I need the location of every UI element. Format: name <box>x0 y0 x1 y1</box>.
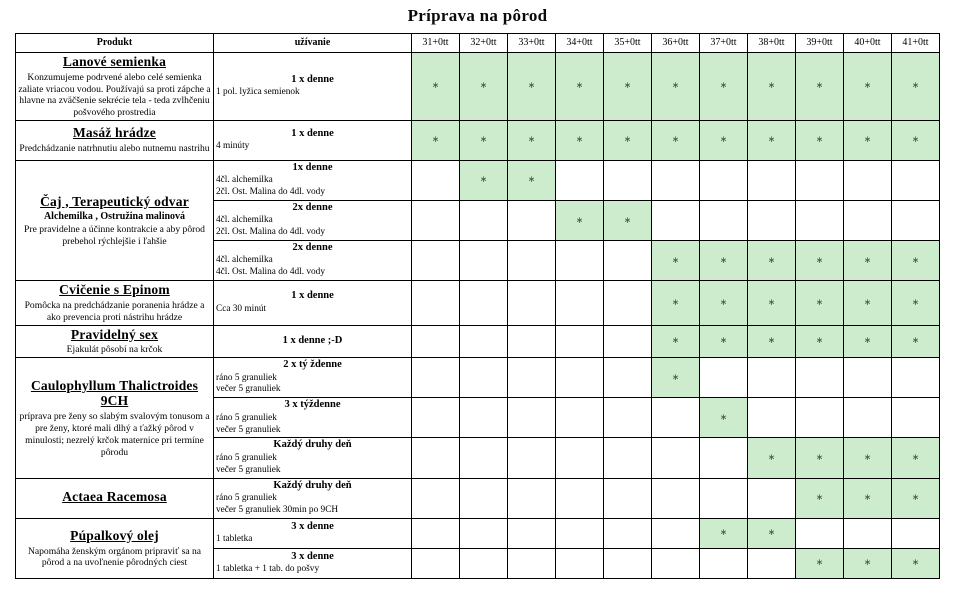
header-row <box>16 34 940 53</box>
week-cell-empty <box>700 438 748 478</box>
column-header-week-9: 39+0tt <box>796 34 844 53</box>
usage-cell <box>214 358 412 398</box>
week-cell-empty <box>892 200 940 240</box>
week-cell-marked <box>748 518 796 548</box>
column-header-week-10: 40+0tt <box>844 34 892 53</box>
week-cell-marked <box>652 358 700 398</box>
week-cell-marked <box>508 160 556 200</box>
week-cell-empty <box>508 518 556 548</box>
product-description: Ejakulát pôsobí na krčok <box>66 344 163 356</box>
product-cell <box>16 478 214 518</box>
usage-heading: 2x denne <box>292 242 333 254</box>
week-cell-empty <box>508 241 556 281</box>
week-cell-empty <box>508 200 556 240</box>
product-description: Predchádzanie natrhnutiu alebo nutnemu nastrihu <box>19 143 210 155</box>
week-cell-marked <box>892 120 940 160</box>
week-cell-empty <box>460 518 508 548</box>
week-cell-empty <box>796 518 844 548</box>
week-cell-empty <box>604 160 652 200</box>
week-cell-empty <box>604 241 652 281</box>
week-cell-empty <box>796 398 844 438</box>
table-row <box>16 478 940 518</box>
week-cell-marked <box>700 53 748 121</box>
week-cell-empty <box>652 200 700 240</box>
product-name: Čaj , Terapeutický odvar <box>40 193 189 209</box>
usage-line: večer 5 granuliek <box>216 384 281 395</box>
column-header-week-7: 37+0tt <box>700 34 748 53</box>
week-cell-empty <box>556 398 604 438</box>
column-header-week-4: 34+0tt <box>556 34 604 53</box>
week-cell-marked <box>508 53 556 121</box>
product-subtitle: Alchemilka , Ostružina malinová <box>43 211 186 223</box>
week-cell-empty <box>412 200 460 240</box>
week-cell-empty <box>412 438 460 478</box>
week-cell-marked <box>844 325 892 358</box>
usage-heading: 1 x denne ;-D <box>282 334 343 346</box>
week-cell-marked <box>892 281 940 325</box>
usage-heading: Každý druhy deň <box>273 439 352 451</box>
week-cell-empty <box>412 548 460 578</box>
week-cell-empty <box>604 438 652 478</box>
week-cell-empty <box>460 241 508 281</box>
product-cell <box>16 160 214 280</box>
week-cell-marked <box>556 120 604 160</box>
week-cell-marked <box>892 478 940 518</box>
week-cell-empty <box>604 281 652 325</box>
usage-cell <box>214 53 412 121</box>
week-cell-empty <box>748 200 796 240</box>
product-name: Masáž hrádze <box>72 125 156 141</box>
week-cell-marked <box>700 241 748 281</box>
week-cell-marked <box>748 281 796 325</box>
page-title: Príprava na pôrod <box>407 6 548 25</box>
usage-line: ráno 5 granuliek <box>216 493 277 503</box>
week-cell-empty <box>700 358 748 398</box>
schedule-table <box>15 33 940 579</box>
week-cell-empty <box>412 518 460 548</box>
week-cell-empty <box>844 518 892 548</box>
usage-cell <box>214 398 412 438</box>
week-cell-empty <box>604 325 652 358</box>
week-cell-empty <box>412 398 460 438</box>
product-name: Caulophyllum Thalictroides 9CH <box>30 377 199 409</box>
week-cell-marked <box>844 281 892 325</box>
week-cell-marked <box>892 53 940 121</box>
week-cell-marked <box>700 325 748 358</box>
usage-line: 4 minúty <box>216 140 250 151</box>
week-cell-empty <box>508 398 556 438</box>
week-cell-marked <box>844 438 892 478</box>
week-cell-marked <box>412 53 460 121</box>
column-header-week-5: 35+0tt <box>604 34 652 53</box>
usage-line: Cca 30 minút <box>216 303 267 314</box>
week-cell-empty <box>508 281 556 325</box>
week-cell-empty <box>700 200 748 240</box>
week-cell-marked <box>652 120 700 160</box>
usage-cell <box>214 160 412 200</box>
table-row <box>16 160 940 200</box>
week-cell-marked <box>844 241 892 281</box>
usage-heading: 2x denne <box>292 201 333 213</box>
table-row <box>16 281 940 325</box>
week-cell-marked <box>460 53 508 121</box>
week-cell-empty <box>460 398 508 438</box>
usage-cell <box>214 438 412 478</box>
week-cell-empty <box>460 358 508 398</box>
week-cell-empty <box>412 281 460 325</box>
week-cell-empty <box>844 160 892 200</box>
column-header-week-11: 41+0tt <box>892 34 940 53</box>
product-cell <box>16 325 214 358</box>
week-cell-marked <box>604 120 652 160</box>
week-cell-marked <box>748 325 796 358</box>
week-cell-marked <box>892 241 940 281</box>
week-cell-marked <box>748 438 796 478</box>
week-cell-marked <box>796 53 844 121</box>
usage-line: 2čl. Ost. Malina do 4dl. vody <box>216 227 325 238</box>
week-cell-empty <box>460 478 508 518</box>
usage-heading: 2 x tý ždenne <box>283 359 342 371</box>
week-cell-empty <box>460 281 508 325</box>
week-cell-marked <box>556 200 604 240</box>
week-cell-empty <box>556 241 604 281</box>
week-cell-empty <box>796 358 844 398</box>
week-cell-empty <box>892 358 940 398</box>
week-cell-empty <box>556 160 604 200</box>
usage-line: ráno 5 granuliek <box>216 412 277 423</box>
product-description: príprava pre ženy so slabým svalovým tonusom a pre ženy, ktoré mali dlhý a ťažký pôrod v minulosti; nezrelý krčok maternice pri termíne pôrodu <box>19 411 210 458</box>
week-cell-empty <box>700 478 748 518</box>
product-cell <box>16 281 214 325</box>
usage-heading: 3 x týždenne <box>284 399 341 411</box>
week-cell-empty <box>604 478 652 518</box>
week-cell-empty <box>412 160 460 200</box>
week-cell-empty <box>748 398 796 438</box>
product-name: Pravidelný sex <box>70 326 159 342</box>
week-cell-empty <box>652 548 700 578</box>
week-cell-marked <box>844 478 892 518</box>
product-name: Actaea Racemosa <box>62 489 167 505</box>
table-header <box>16 34 940 53</box>
week-cell-marked <box>796 120 844 160</box>
table-row <box>16 53 940 121</box>
week-cell-empty <box>748 358 796 398</box>
usage-line: 1 pol. lyžica semienok <box>216 87 300 98</box>
week-cell-marked <box>892 548 940 578</box>
table-row <box>16 325 940 358</box>
week-cell-marked <box>796 325 844 358</box>
week-cell-marked <box>844 548 892 578</box>
week-cell-empty <box>652 438 700 478</box>
week-cell-empty <box>460 548 508 578</box>
week-cell-marked <box>460 160 508 200</box>
table-row <box>16 518 940 548</box>
week-cell-marked <box>700 120 748 160</box>
usage-cell <box>214 325 412 358</box>
week-cell-empty <box>508 438 556 478</box>
week-cell-marked <box>748 120 796 160</box>
column-header-week-2: 32+0tt <box>460 34 508 53</box>
week-cell-marked <box>652 325 700 358</box>
usage-line: večer 5 granuliek <box>216 464 281 475</box>
week-cell-empty <box>460 438 508 478</box>
usage-cell <box>214 478 412 518</box>
usage-line: 4čl. alchemilka <box>216 175 273 186</box>
product-description: Napomáha ženským orgánom pripraviť sa na pôrod a na uvoľnenie pôrodných ciest <box>27 545 202 569</box>
usage-cell <box>214 281 412 325</box>
week-cell-empty <box>412 478 460 518</box>
week-cell-empty <box>556 548 604 578</box>
product-description: Pomôcka na predchádzanie poranenia hrádze a ako prevencia proti nástrihu hrádze <box>24 300 205 323</box>
week-cell-empty <box>796 200 844 240</box>
week-cell-empty <box>460 200 508 240</box>
week-cell-empty <box>556 281 604 325</box>
week-cell-empty <box>892 518 940 548</box>
week-cell-marked <box>652 281 700 325</box>
usage-cell <box>214 518 412 548</box>
week-cell-empty <box>844 358 892 398</box>
week-cell-empty <box>748 478 796 518</box>
week-cell-empty <box>748 548 796 578</box>
week-cell-empty <box>652 478 700 518</box>
usage-heading: 3 x denne <box>291 550 334 562</box>
week-cell-marked <box>412 120 460 160</box>
week-cell-marked <box>844 53 892 121</box>
usage-line: 2čl. Ost. Malina do 4dl. vody <box>216 187 325 197</box>
table-body <box>16 53 940 579</box>
usage-heading: 3 x denne <box>291 520 334 532</box>
usage-cell <box>214 241 412 281</box>
week-cell-empty <box>508 548 556 578</box>
week-cell-empty <box>508 478 556 518</box>
week-cell-empty <box>556 518 604 548</box>
usage-heading: 1 x denne <box>291 127 334 139</box>
usage-line: ráno 5 granuliek <box>216 452 277 463</box>
table-row <box>16 120 940 160</box>
usage-line: 4čl. alchemilka <box>216 215 273 226</box>
product-cell <box>16 358 214 478</box>
week-cell-marked <box>796 241 844 281</box>
week-cell-empty <box>652 518 700 548</box>
week-cell-marked <box>652 241 700 281</box>
usage-cell <box>214 548 412 578</box>
week-cell-empty <box>508 325 556 358</box>
usage-heading: Každý druhy deň <box>273 479 352 491</box>
week-cell-empty <box>508 358 556 398</box>
week-cell-marked <box>796 548 844 578</box>
week-cell-empty <box>556 478 604 518</box>
week-cell-empty <box>412 241 460 281</box>
column-header-product: Produkt <box>16 34 214 53</box>
usage-line: 4čl. alchemilka <box>216 255 273 266</box>
week-cell-marked <box>604 53 652 121</box>
week-cell-marked <box>796 478 844 518</box>
week-cell-marked <box>892 325 940 358</box>
usage-line: 1 tabletka + 1 tab. do pošvy <box>216 564 320 575</box>
week-cell-empty <box>652 160 700 200</box>
column-header-usage: užívanie <box>214 34 412 53</box>
usage-heading: 1 x denne <box>291 73 334 85</box>
week-cell-marked <box>796 438 844 478</box>
usage-heading: 1 x denne <box>291 290 334 302</box>
week-cell-marked <box>652 53 700 121</box>
week-cell-empty <box>412 358 460 398</box>
week-cell-marked <box>748 241 796 281</box>
usage-cell <box>214 200 412 240</box>
product-cell <box>16 53 214 121</box>
usage-heading: 1x denne <box>292 161 333 173</box>
week-cell-empty <box>796 160 844 200</box>
product-name: Cvičenie s Epinom <box>59 282 170 298</box>
product-name: Lanové semienka <box>62 54 167 69</box>
week-cell-empty <box>604 518 652 548</box>
product-name: Púpalkový olej <box>70 527 159 543</box>
week-cell-marked <box>844 120 892 160</box>
week-cell-empty <box>748 160 796 200</box>
product-description: Pre pravidelne a účinne kontrakcie a aby pôrod prebehol rýchlejšie i ľahšie <box>24 223 205 247</box>
week-cell-empty <box>892 398 940 438</box>
week-cell-empty <box>556 438 604 478</box>
week-cell-marked <box>604 200 652 240</box>
week-cell-marked <box>748 53 796 121</box>
week-cell-empty <box>700 160 748 200</box>
week-cell-empty <box>460 325 508 358</box>
week-cell-empty <box>700 548 748 578</box>
week-cell-marked <box>508 120 556 160</box>
week-cell-empty <box>556 358 604 398</box>
usage-line: večer 5 granuliek 30min po 9CH <box>216 504 339 515</box>
column-header-week-6: 36+0tt <box>652 34 700 53</box>
week-cell-empty <box>412 325 460 358</box>
week-cell-marked <box>700 518 748 548</box>
week-cell-empty <box>892 160 940 200</box>
week-cell-empty <box>652 398 700 438</box>
product-description: Konzumujeme podrvené alebo celé semienka zaliate vriacou vodou. Používajú sa proti zápche a hlavne na zväčšenie sekrécie tela - teda zvlhčeniu pošvového prostredia <box>18 71 211 119</box>
week-cell-marked <box>796 281 844 325</box>
table-row <box>16 358 940 398</box>
week-cell-marked <box>892 438 940 478</box>
week-cell-marked <box>700 281 748 325</box>
week-cell-empty <box>844 200 892 240</box>
column-header-week-3: 33+0tt <box>508 34 556 53</box>
column-header-week-1: 31+0tt <box>412 34 460 53</box>
product-cell <box>16 120 214 160</box>
week-cell-empty <box>844 398 892 438</box>
column-header-week-8: 38+0tt <box>748 34 796 53</box>
week-cell-empty <box>604 398 652 438</box>
week-cell-empty <box>556 325 604 358</box>
usage-line: večer 5 granuliek <box>216 424 281 435</box>
week-cell-marked <box>556 53 604 121</box>
week-cell-marked <box>700 398 748 438</box>
week-cell-empty <box>604 548 652 578</box>
usage-line: ráno 5 granuliek <box>216 372 277 383</box>
product-cell <box>16 518 214 578</box>
usage-line: 1 tabletka <box>216 534 253 545</box>
week-cell-marked <box>460 120 508 160</box>
week-cell-empty <box>604 358 652 398</box>
usage-line: 4čl. Ost. Malina do 4dl. vody <box>216 267 325 278</box>
usage-cell <box>214 120 412 160</box>
